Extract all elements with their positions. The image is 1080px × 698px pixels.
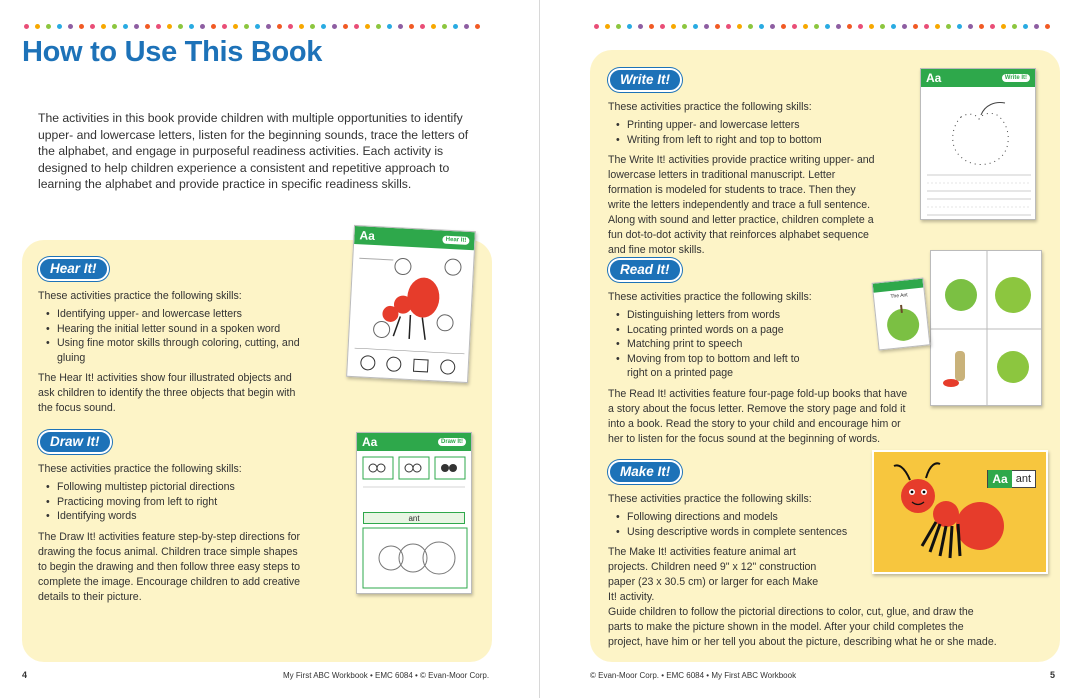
draw-it-lead: These activities practice the following skills:	[38, 463, 242, 475]
make-it-art-card	[872, 450, 1048, 574]
decorative-dot	[453, 24, 458, 29]
decorative-dot	[475, 24, 480, 29]
read-it-skill-list	[616, 308, 918, 381]
decorative-dot	[398, 24, 403, 29]
decorative-dot	[233, 24, 238, 29]
decorative-dot	[310, 24, 315, 29]
decorative-dot	[255, 24, 260, 29]
thumbnail-header	[357, 433, 471, 451]
decorative-dot	[101, 24, 106, 29]
page-title: How to Use This Book	[22, 36, 323, 68]
thumbnail-letter: Aa	[362, 435, 378, 449]
decorative-dot	[814, 24, 819, 29]
decorative-dot	[1034, 24, 1039, 29]
make-it-description-1: The Make It! activities feature animal art projects. Children need 9" x 12" construction paper (23 x 30.5 cm) or larger for each Make It! activity.	[608, 546, 819, 603]
thumbnail-header	[921, 69, 1035, 87]
list-item: • Writing from left to right and top to bottom	[616, 133, 908, 148]
decorative-dot	[123, 24, 128, 29]
decorative-dot	[299, 24, 304, 29]
decorative-dot	[803, 24, 808, 29]
decorative-dot	[288, 24, 293, 29]
card-label	[987, 470, 1036, 488]
decorative-dot-row	[24, 24, 480, 29]
decorative-dot	[924, 24, 929, 29]
list-item: • Matching print to speech	[616, 337, 918, 352]
thumbnail-letter: Aa	[926, 71, 942, 85]
list-item: • Printing upper- and lowercase letters	[616, 118, 908, 133]
ant-outline-icon	[357, 524, 472, 594]
list-item: • Hearing the initial letter sound in a spoken word	[46, 322, 348, 337]
page-number: 4	[22, 670, 28, 680]
decorative-dot	[200, 24, 205, 29]
list-item: • Following multistep pictorial directions	[46, 480, 328, 495]
draw-it-description: The Draw It! activities feature step-by-step directions for drawing the focus animal. Children trace simple shapes to begin the drawing and then follow three easy steps to complete the image. Encourage children to add creative details to their picture.	[38, 530, 301, 603]
decorative-dot	[759, 24, 764, 29]
hear-it-lead: These activities practice the following skills:	[38, 290, 242, 302]
intro-paragraph: The activities in this book provide children with multiple opportunities to identify upper- and lowercase letters, listen for the beginning sounds, trace the letters of the alphabet, and engage in purposeful readiness activities. Each activity is designed to help children experience a consistent and repetitive approach to learning the alphabet and provide practice in specific readiness skills.	[38, 111, 469, 191]
hear-it-skill-list	[46, 307, 348, 365]
decorative-dot	[46, 24, 51, 29]
traced-word-box: ant	[363, 512, 465, 524]
decorative-dot	[682, 24, 687, 29]
list-item: • Using fine motor skills through coloring, cutting, and gluing	[46, 336, 301, 365]
make-it-badge: Make It!	[608, 460, 682, 484]
decorative-dot	[222, 24, 227, 29]
decorative-dot	[134, 24, 139, 29]
decorative-dot	[112, 24, 117, 29]
decorative-dot	[627, 24, 632, 29]
decorative-dot	[1001, 24, 1006, 29]
hear-it-badge: Hear It!	[38, 257, 109, 281]
decorative-dot	[946, 24, 951, 29]
decorative-dot	[167, 24, 172, 29]
decorative-dot	[321, 24, 326, 29]
list-item: • Identifying upper- and lowercase letters	[46, 307, 348, 322]
decorative-dot	[979, 24, 984, 29]
read-it-description: The Read It! activities feature four-page fold-up books that have a story about the focus letter. Remove the story page and fold it into a book. Read the story to your child and encourage him or her to listen for the focus sound at the beginning of words.	[608, 387, 908, 445]
decorative-dot	[594, 24, 599, 29]
draw-it-badge: Draw It!	[38, 430, 112, 454]
read-it-cover-thumbnail	[872, 277, 931, 350]
hear-it-description: The Hear It! activities show four illustrated objects and ask children to identify the three objects that begin with the focus sound.	[38, 372, 296, 414]
decorative-dot	[704, 24, 709, 29]
decorative-dot	[57, 24, 62, 29]
ant-illustration-icon	[347, 244, 476, 383]
decorative-dot	[660, 24, 665, 29]
dot-to-dot-apple-icon	[921, 87, 1036, 220]
hear-it-worksheet-thumbnail	[346, 225, 476, 383]
read-it-badge: Read It!	[608, 258, 682, 282]
decorative-dot	[189, 24, 194, 29]
decorative-dot	[858, 24, 863, 29]
decorative-dot	[880, 24, 885, 29]
list-item: • Following directions and models	[616, 510, 1008, 525]
decorative-dot	[387, 24, 392, 29]
write-it-skill-list	[616, 118, 908, 147]
decorative-dot	[376, 24, 381, 29]
decorative-dot	[464, 24, 469, 29]
thumbnail-tag: Hear It!	[443, 236, 470, 245]
right-page	[540, 0, 1080, 698]
apple-icon	[875, 296, 931, 350]
decorative-dot	[1045, 24, 1050, 29]
decorative-dot	[178, 24, 183, 29]
decorative-dot-row	[594, 24, 1050, 29]
decorative-dot	[847, 24, 852, 29]
thumbnail-letter: Aa	[359, 228, 376, 244]
decorative-dot	[968, 24, 973, 29]
card-letter: Aa	[988, 470, 1011, 488]
decorative-dot	[79, 24, 84, 29]
decorative-dot	[913, 24, 918, 29]
decorative-dot	[605, 24, 610, 29]
thumbnail-tag: Draw It!	[438, 438, 466, 446]
decorative-dot	[68, 24, 73, 29]
write-it-worksheet-thumbnail	[920, 68, 1036, 220]
read-it-book-thumbnail	[930, 250, 1042, 406]
decorative-dot	[902, 24, 907, 29]
hear-it-section	[38, 257, 348, 416]
decorative-dot	[211, 24, 216, 29]
decorative-dot	[35, 24, 40, 29]
decorative-dot	[266, 24, 271, 29]
decorative-dot	[1023, 24, 1028, 29]
write-it-badge: Write It!	[608, 68, 682, 92]
write-it-lead: These activities practice the following skills:	[608, 101, 812, 113]
decorative-dot	[836, 24, 841, 29]
list-item: • Moving from top to bottom and left to right on a printed page	[616, 352, 806, 381]
list-item: • Distinguishing letters from words	[616, 308, 918, 323]
decorative-dot	[277, 24, 282, 29]
list-item: • Identifying words	[46, 509, 328, 524]
cover-title: The Ant	[890, 292, 908, 300]
drawing-steps-icon	[357, 451, 472, 507]
decorative-dot	[825, 24, 830, 29]
decorative-dot	[343, 24, 348, 29]
decorative-dot	[957, 24, 962, 29]
decorative-dot	[420, 24, 425, 29]
decorative-dot	[737, 24, 742, 29]
page-number: 5	[1050, 670, 1056, 680]
decorative-dot	[891, 24, 896, 29]
decorative-dot	[409, 24, 414, 29]
write-it-section	[608, 68, 908, 258]
list-item: • Practicing moving from left to right	[46, 495, 328, 510]
decorative-dot	[693, 24, 698, 29]
draw-it-skill-list	[46, 480, 328, 524]
write-it-description: The Write It! activities provide practice writing upper- and lowercase letters in traditional manuscript. Letter formation is modeled for students to trace. Then they write the letters independently and trace a full sentence. Along with sound and letter practice, children complete a fun dot-to-dot activity that reinforces alphabet sequence and fine motor skills.	[608, 154, 875, 256]
decorative-dot	[715, 24, 720, 29]
decorative-dot	[145, 24, 150, 29]
draw-it-worksheet-thumbnail	[356, 432, 472, 594]
fold-up-book-icon	[931, 251, 1042, 406]
decorative-dot	[244, 24, 249, 29]
read-it-lead: These activities practice the following skills:	[608, 291, 812, 303]
decorative-dot	[990, 24, 995, 29]
decorative-dot	[935, 24, 940, 29]
list-item: • Using descriptive words in complete sentences	[616, 525, 1008, 540]
decorative-dot	[24, 24, 29, 29]
decorative-dot	[156, 24, 161, 29]
decorative-dot	[781, 24, 786, 29]
footer-text: © Evan-Moor Corp. • EMC 6084 • My First ABC Workbook	[590, 671, 797, 680]
decorative-dot	[1012, 24, 1017, 29]
decorative-dot	[792, 24, 797, 29]
draw-it-section	[38, 430, 328, 605]
decorative-dot	[869, 24, 874, 29]
make-it-description-2: Guide children to follow the pictorial directions to color, cut, glue, and draw the parts to make the picture shown in the model. After your child completes the project, have him or her tell you about the picture, describing what he or she made.	[608, 606, 997, 648]
thumbnail-tag: Write It!	[1002, 74, 1030, 82]
decorative-dot	[442, 24, 447, 29]
decorative-dot	[616, 24, 621, 29]
decorative-dot	[365, 24, 370, 29]
decorative-dot	[431, 24, 436, 29]
decorative-dot	[671, 24, 676, 29]
decorative-dot	[638, 24, 643, 29]
decorative-dot	[748, 24, 753, 29]
decorative-dot	[726, 24, 731, 29]
make-it-lead: These activities practice the following skills:	[608, 493, 812, 505]
card-word: ant	[1015, 473, 1031, 485]
decorative-dot	[90, 24, 95, 29]
decorative-dot	[332, 24, 337, 29]
footer-text: My First ABC Workbook • EMC 6084 • © Evan-Moor Corp.	[283, 671, 490, 680]
decorative-dot	[770, 24, 775, 29]
list-item: • Locating printed words on a page	[616, 323, 918, 338]
decorative-dot	[354, 24, 359, 29]
decorative-dot	[649, 24, 654, 29]
